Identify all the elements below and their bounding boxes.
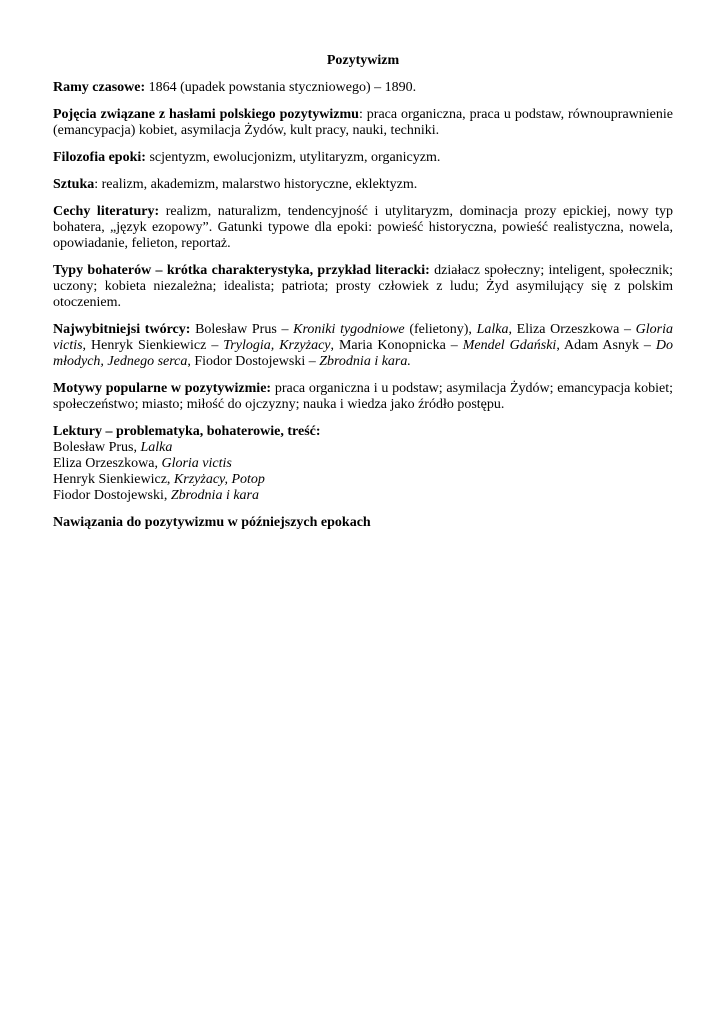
section-cechy-literatury (53, 204, 673, 252)
work-title: Gloria victis (161, 456, 232, 471)
section-text: , Henryk Sienkiewicz – (82, 338, 224, 353)
section-label: Sztuka (53, 177, 95, 192)
section-ramy-czasowe (53, 80, 673, 96)
section-text: realizm, naturalizm, tendencyjność i utylitaryzm, dominacja prozy epickiej, nowy typ bohatera, „język ezopowy”. Gatunki typowe dla epoki: powieść historyczna, powieść realistyczna, nowela, opowiadanie, felieton, reportaż. (53, 204, 673, 251)
section-pojecia (53, 107, 673, 139)
section-text: : praca organiczna, praca u podstaw, równouprawnienie (emancypacja) kobiet, asymilacja Żydów, kult pracy, nauki, techniki. (53, 107, 674, 138)
section-sztuka (53, 177, 673, 193)
section-text: Bolesław Prus – (190, 322, 294, 337)
work-title: Gloria victis (53, 322, 673, 353)
work-title: Zbrodnia i kara (170, 488, 259, 503)
section-text: (felietony), (404, 322, 477, 337)
section-filozofia (53, 150, 673, 166)
section-label: Cechy literatury: (53, 204, 160, 219)
section-lektury (53, 424, 673, 504)
document-page (53, 53, 673, 542)
section-label: Ramy czasowe: (53, 80, 146, 95)
work-title: Krzyżacy, Potop (173, 472, 265, 487)
work-title: Zbrodnia i kara. (319, 354, 411, 369)
section-text: , Fiodor Dostojewski – (187, 354, 320, 369)
list-item (53, 488, 673, 504)
section-text: praca organiczna i u podstaw; asymilacja Żydów; emancypacja kobiet; społeczeństwo; miasto; miłość do ojczyzny; nauka i wiedza jako źródło postępu. (53, 381, 673, 412)
section-text: 1864 (upadek powstania styczniowego) – 1890. (145, 80, 417, 95)
section-motywy (53, 381, 673, 413)
work-title: Kroniki tygodniowe (293, 322, 405, 337)
work-title: Mendel Gdański (462, 338, 557, 353)
section-nawiazania (53, 515, 673, 531)
work-title: Lalka (476, 322, 509, 337)
author-name: Henryk Sienkiewicz, (53, 472, 174, 487)
section-tworcy (53, 322, 673, 370)
section-label: Motywy popularne w pozytywizmie: (53, 381, 272, 396)
work-title: Lalka (140, 440, 173, 455)
section-label: Lektury – problematyka, bohaterowie, treść: (53, 424, 321, 439)
section-typy-bohaterow (53, 263, 673, 311)
work-title: Do młodych, Jednego serca (53, 338, 674, 369)
section-text: : realizm, akademizm, malarstwo historyczne, eklektyzm. (94, 177, 418, 192)
section-label: Najwybitniejsi twórcy: (53, 322, 191, 337)
list-item (53, 456, 673, 472)
section-label: Pojęcia związane z hasłami polskiego pozytywizmu (53, 107, 359, 122)
section-text: scjentyzm, ewolucjonizm, utylitaryzm, organicyzm. (145, 150, 441, 165)
work-title: Trylogia, Krzyżacy (223, 338, 331, 353)
list-item (53, 472, 673, 488)
author-name: Fiodor Dostojewski, (53, 488, 171, 503)
section-text: , Maria Konopnicka – (330, 338, 463, 353)
author-name: Eliza Orzeszkowa, (53, 456, 162, 471)
section-text: , Eliza Orzeszkowa – (508, 322, 636, 337)
section-label: Nawiązania do pozytywizmu w późniejszych epokach (53, 515, 371, 530)
document-title: Pozytywizm (326, 53, 400, 68)
section-text: , Adam Asnyk – (556, 338, 656, 353)
author-name: Bolesław Prus, (53, 440, 141, 455)
section-text: działacz społeczny; inteligent, społecznik; uczony; kobieta niezależna; idealista; patriota; prosty człowiek z ludu; Żyd asymilujący się z polskim otoczeniem. (53, 263, 673, 310)
section-label: Typy bohaterów – krótka charakterystyka, przykład literacki: (53, 263, 430, 278)
list-item (53, 440, 673, 456)
section-label: Filozofia epoki: (53, 150, 146, 165)
